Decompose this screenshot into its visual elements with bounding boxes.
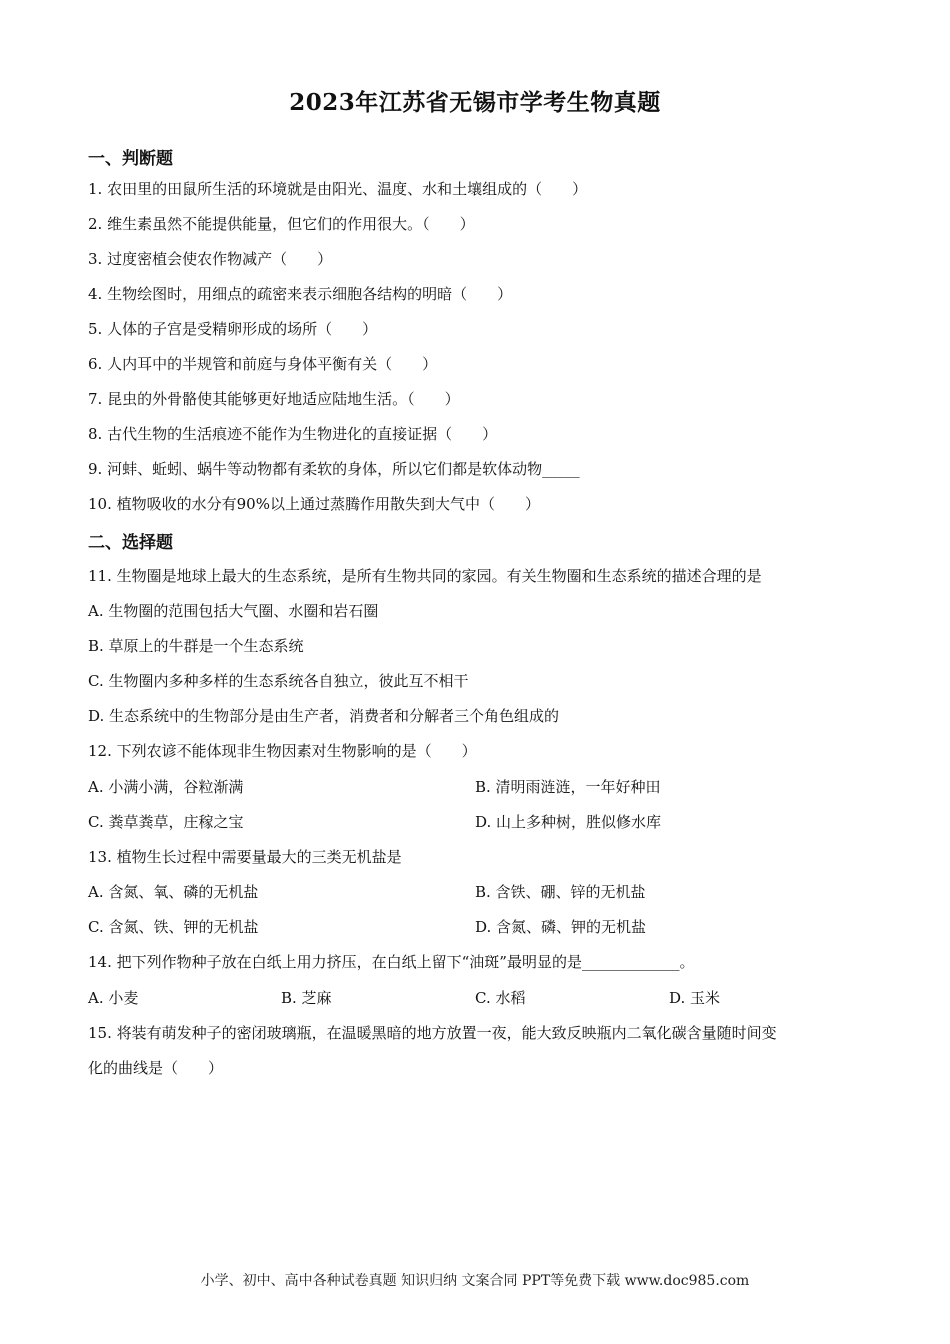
question-13-option-a: A. 含氮、氧、磷的无机盐 — [88, 883, 259, 901]
question-11-option-b: B. 草原上的牛群是一个生态系统 — [88, 637, 304, 655]
page-footer: 小学、初中、高中各种试卷真题 知识归纳 文案合同 PPT等免费下载 www.doc985.com — [200, 1273, 750, 1289]
question-15-stem-line2: 化的曲线是（ ） — [88, 1059, 224, 1077]
question-13-option-c: C. 含氮、铁、钾的无机盐 — [88, 918, 259, 936]
question-11-option-d: D. 生态系统中的生物部分是由生产者，消费者和分解者三个角色组成的 — [88, 707, 560, 725]
question-14-option-a: A. 小麦 — [88, 989, 139, 1007]
question-14-option-d: D. 玉米 — [669, 989, 721, 1007]
judge-item-8: 8. 古代生物的生活痕迹不能作为生物进化的直接证据（ ） — [88, 425, 498, 443]
judge-item-6: 6. 人内耳中的半规管和前庭与身体平衡有关（ ） — [88, 355, 438, 373]
question-13-stem: 13. 植物生长过程中需要量最大的三类无机盐是 — [88, 848, 402, 866]
question-11-option-c: C. 生物圈内多种多样的生态系统各自独立，彼此互不相干 — [88, 672, 469, 690]
question-14-option-b: B. 芝麻 — [281, 989, 332, 1007]
question-12-option-c: C. 粪草粪草，庄稼之宝 — [88, 813, 244, 831]
judge-item-5: 5. 人体的子宫是受精卵形成的场所（ ） — [88, 320, 378, 338]
question-14-stem: 14. 把下列作物种子放在白纸上用力挤压，在白纸上留下“油斑”最明显的是_____________。 — [88, 953, 695, 971]
judge-item-9: 9. 河蚌、蚯蚓、蜗牛等动物都有柔软的身体，所以它们都是软体动物_____ — [88, 460, 580, 478]
section-heading-choice: 二、选择题 — [88, 533, 173, 553]
question-13-option-b: B. 含铁、硼、锌的无机盐 — [475, 883, 646, 901]
question-13-option-d: D. 含氮、磷、钾的无机盐 — [475, 918, 647, 936]
question-12-option-b: B. 清明雨涟涟，一年好种田 — [475, 778, 661, 796]
section-heading-judge: 一、判断题 — [88, 149, 173, 169]
judge-item-4: 4. 生物绘图时，用细点的疏密来表示细胞各结构的明暗（ ） — [88, 285, 513, 303]
question-12-option-d: D. 山上多种树，胜似修水库 — [475, 813, 662, 831]
question-14-option-c: C. 水稻 — [475, 989, 526, 1007]
judge-item-7: 7. 昆虫的外骨骼使其能够更好地适应陆地生活。（ ） — [88, 390, 460, 408]
question-12-option-a: A. 小满小满，谷粒渐满 — [88, 778, 244, 796]
page-title: 2023年江苏省无锡市学考生物真题 — [289, 89, 661, 116]
question-11-stem: 11. 生物圈是地球上最大的生态系统，是所有生物共同的家园。有关生物圈和生态系统的描述合理的是 — [88, 567, 762, 585]
judge-item-1: 1. 农田里的田鼠所生活的环境就是由阳光、温度、水和土壤组成的（ ） — [88, 180, 588, 198]
judge-item-10: 10. 植物吸收的水分有90%以上通过蒸腾作用散失到大气中（ ） — [88, 495, 540, 513]
judge-item-2: 2. 维生素虽然不能提供能量，但它们的作用很大。（ ） — [88, 215, 475, 233]
judge-item-3: 3. 过度密植会使农作物减产（ ） — [88, 250, 333, 268]
question-12-stem: 12. 下列农谚不能体现非生物因素对生物影响的是（ ） — [88, 742, 477, 760]
question-15-stem-line1: 15. 将装有萌发种子的密闭玻璃瓶，在温暖黑暗的地方放置一夜，能大致反映瓶内二氧化碳含量随时间变 — [88, 1024, 777, 1042]
question-11-option-a: A. 生物圈的范围包括大气圈、水圈和岩石圈 — [88, 602, 379, 620]
